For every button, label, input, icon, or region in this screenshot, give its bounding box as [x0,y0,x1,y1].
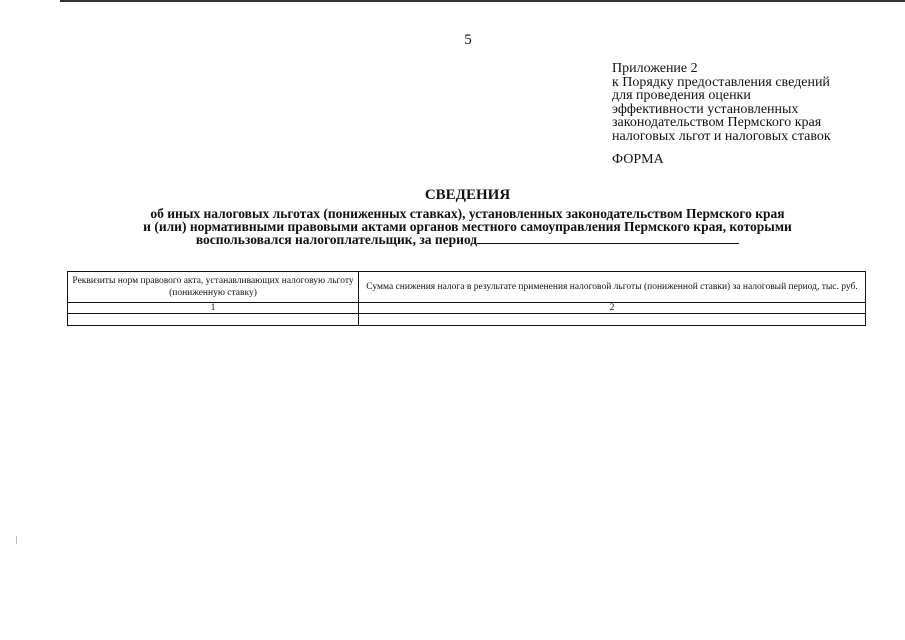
table-cell-empty[interactable] [68,314,359,326]
subtitle-line: об иных налоговых льготах (пониженных ставках), установленных законодательством Пермского края [150,206,785,221]
appendix-line: Приложение 2 [612,61,698,76]
column-number: 2 [359,303,866,314]
appendix-line: законодательством Пермского края [612,115,822,130]
subtitle-line: и (или) нормативными правовыми актами органов местного самоуправления Пермского края, которыми [143,218,792,234]
column-number-row [68,303,866,314]
document-title: СВЕДЕНИЯ [424,187,511,203]
appendix-line: налоговых льгот и налоговых ставок [612,128,831,144]
table-row [68,314,866,326]
column-header-tax-reduction: Сумма снижения налога в результате применения налоговой льготы (пониженной ставки) за налоговый период, тыс. руб. [359,272,866,303]
table-cell-empty[interactable] [359,314,866,326]
scan-mark [16,536,17,544]
appendix-block [612,62,902,143]
document-subtitle [0,208,905,247]
column-header-norm-details: Реквизиты норм правового акта, устанавливающих налоговую льготу (пониженную ставку) [68,272,359,303]
period-blank-field[interactable] [477,233,739,244]
table-header-row [68,272,866,303]
form-label: ФОРМА [612,152,664,167]
appendix-line: к Порядку предоставления сведений [612,74,830,90]
page-number: 5 [464,32,472,48]
appendix-line: эффективности установленных [612,101,799,117]
appendix-line: для проведения оценки [612,88,751,103]
top-border-line [60,0,905,2]
form-table [67,271,866,326]
subtitle-line: воспользовался налогоплательщик, за период [195,232,478,247]
column-number: 1 [68,303,359,314]
subtitle-line-with-period [0,233,905,247]
